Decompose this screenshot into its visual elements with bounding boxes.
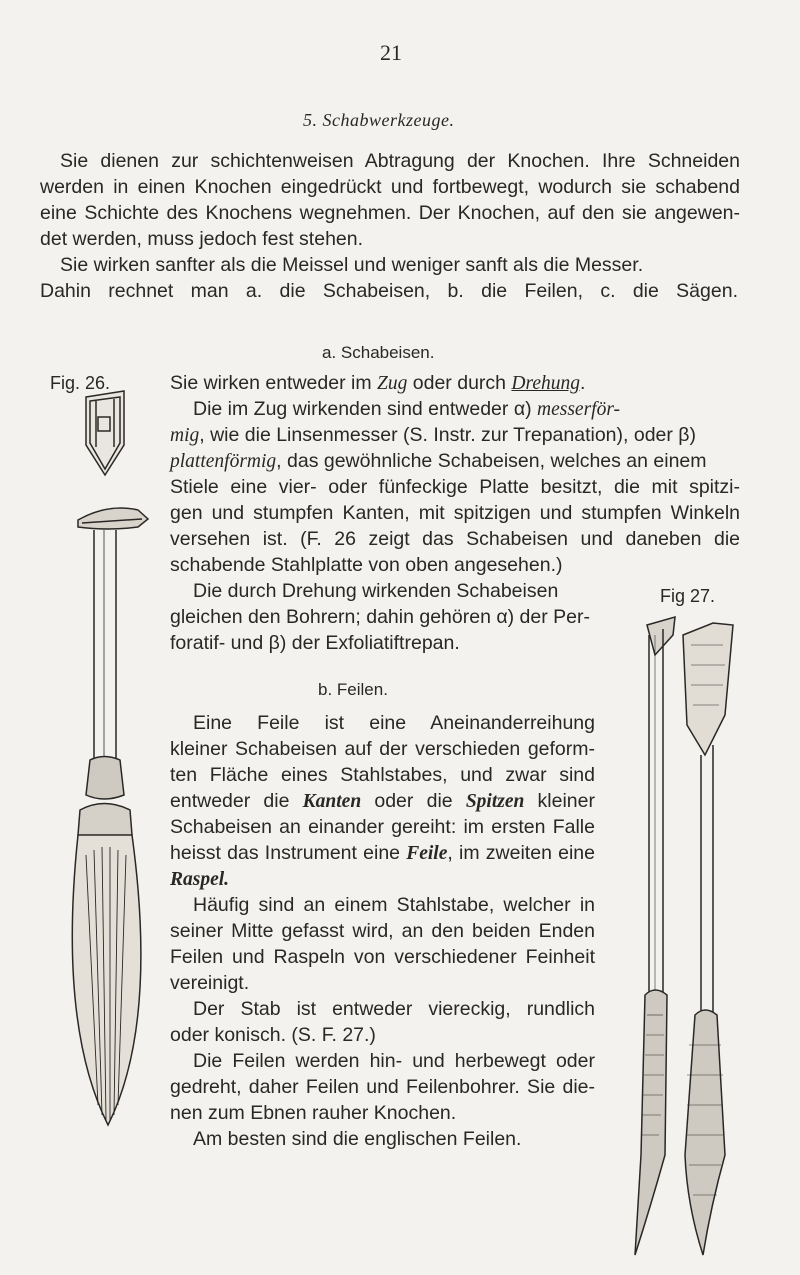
text-line <box>170 1024 376 1047</box>
text-span: heisst das Instrument eine <box>170 842 407 864</box>
text-line <box>193 1128 521 1151</box>
text-line: schabende Stahlplatte von oben angesehen.) <box>170 554 563 576</box>
term-mig: mig <box>170 425 200 446</box>
text-span: ten Fläche eines Stahlstabes, und zwar sind <box>170 764 595 786</box>
text-span: vereinigt. <box>170 972 250 994</box>
text-line <box>193 894 595 917</box>
text-line: det werden, muss jedoch fest stehen. <box>40 228 364 250</box>
emphasized-term: Spitzen <box>465 791 525 812</box>
term-zug: Zug <box>377 373 408 394</box>
text-span: , im zweiten eine <box>447 842 595 864</box>
text-span: oder durch <box>407 372 512 394</box>
page-number: 21 <box>380 40 402 65</box>
text-span: seiner Mitte gefasst wird, an den beiden Enden <box>170 920 595 942</box>
text-span: nen zum Ebnen rauher Knochen. <box>170 1102 457 1124</box>
text-line <box>170 372 585 395</box>
text-line <box>170 972 249 995</box>
text-span: gedreht, daher Feilen und Feilenbohrer. Sie die- <box>170 1076 595 1098</box>
text-line <box>170 424 696 447</box>
figure-26-schabeisen <box>68 385 168 1265</box>
text-line <box>193 1050 595 1073</box>
text-line <box>193 712 595 735</box>
text-line: Sie wirken sanfter als die Meissel und weniger sanft als die Messer. <box>60 254 644 276</box>
term-messerfoermig: messerför- <box>537 399 621 420</box>
text-line <box>170 816 595 839</box>
text-span: . <box>580 372 586 394</box>
text-line: werden in einen Knochen eingedrückt und fortbewegt, wodurch sie schabend <box>40 176 740 198</box>
text-line <box>170 450 707 473</box>
text-line: Dahin rechnet man a. die Schabeisen, b. die Feilen, c. die Sägen. <box>40 280 738 302</box>
term-plattenfoermig: plattenförmig <box>170 451 277 472</box>
text-line: gleichen den Bohrern; dahin gehören α) der Per- <box>170 606 590 628</box>
text-span: Der Stab ist entweder viereckig, rundlich <box>193 998 595 1020</box>
emphasized-term: Raspel. <box>170 869 230 890</box>
text-span: Eine Feile ist eine Aneinanderreihung <box>193 712 595 734</box>
text-line: foratif- und β) der Exfoliatiftrepan. <box>170 632 460 654</box>
text-line: eine Schichte des Knochens wegnehmen. Der Knochen, auf den sie angewen- <box>40 202 740 224</box>
text-span: Die im Zug wirkenden sind entweder α) <box>193 398 538 420</box>
text-span: kleiner <box>524 790 595 812</box>
text-line: Stiele eine vier- oder fünfeckige Platte besitzt, die mit spitzi- <box>170 476 740 498</box>
text-span: Häufig sind an einem Stahlstabe, welcher in <box>193 894 595 916</box>
text-span: , wie die Linsenmesser (S. Instr. zur Trepanation), oder β) <box>199 424 697 446</box>
text-line: Sie dienen zur schichtenweisen Abtragung der Knochen. Ihre Schneiden <box>60 150 740 172</box>
text-span: Feilen und Raspeln von verschiedener Feinheit <box>170 946 595 968</box>
text-line: Die durch Drehung wirkenden Schabeisen <box>193 580 559 602</box>
figure-27-label: Fig 27. <box>660 586 716 606</box>
text-span: entweder die <box>170 790 303 812</box>
text-span: kleiner Schabeisen auf der verschieden geform- <box>170 738 595 760</box>
subheading-feilen: b. Feilen. <box>318 680 388 699</box>
text-span: oder konisch. (S. F. 27.) <box>170 1024 376 1046</box>
text-span: Sie wirken entweder im <box>170 372 377 394</box>
subheading-schabeisen: a. Schabeisen. <box>322 343 435 362</box>
text-line <box>170 868 229 891</box>
emphasized-term: Kanten <box>302 791 362 812</box>
emphasized-term: Feile <box>406 843 448 864</box>
text-line <box>170 764 595 787</box>
figure-26-label: Fig. 26. <box>50 373 111 393</box>
text-line <box>193 998 595 1021</box>
term-drehung: Drehung <box>511 373 581 394</box>
text-line <box>170 738 595 761</box>
text-span: oder die <box>361 790 466 812</box>
text-span: Schabeisen an einander gereiht: im ersten Falle <box>170 816 595 838</box>
text-span: , das gewöhnliche Schabeisen, welches an einem <box>276 450 707 472</box>
section-title: 5. Schabwerkzeuge. <box>303 110 455 130</box>
text-line: versehen ist. (F. 26 zeigt das Schabeisen und daneben die <box>170 528 740 550</box>
text-span: Die Feilen werden hin- und herbewegt oder <box>193 1050 595 1072</box>
text-line <box>170 842 595 865</box>
text-span: Am besten sind die englischen Feilen. <box>193 1128 522 1150</box>
text-line <box>170 790 595 813</box>
text-line: gen und stumpfen Kanten, mit spitzigen und stumpfen Winkeln <box>170 502 740 524</box>
text-line <box>193 398 620 421</box>
text-line <box>170 1076 595 1099</box>
text-line <box>170 946 595 969</box>
figure-27-feilen <box>615 595 745 1275</box>
text-line <box>170 1102 456 1125</box>
text-line <box>170 920 595 943</box>
